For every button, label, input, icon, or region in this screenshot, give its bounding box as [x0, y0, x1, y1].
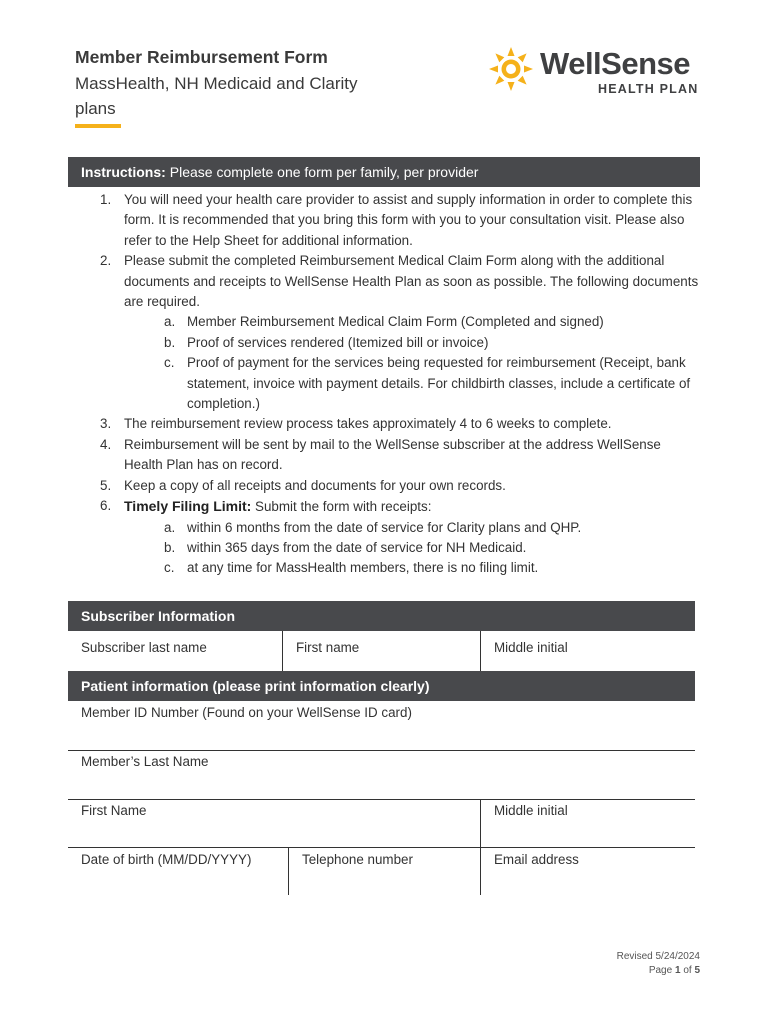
divider: [480, 799, 481, 847]
patient-section-header: Patient information (please print information clearly): [68, 671, 695, 701]
filing-limit-item: b. within 365 days from the date of service for NH Medicaid.: [164, 539, 527, 555]
member-middle-initial-field[interactable]: Middle initial: [494, 803, 568, 818]
instruction-item: 3. The reimbursement review process takes approximately 4 to 6 weeks to complete.: [100, 416, 612, 432]
instruction-item: 6. Timely Filing Limit: Submit the form with receipts:: [100, 498, 432, 515]
member-last-name-field[interactable]: Member’s Last Name: [81, 754, 209, 769]
accent-divider: [75, 124, 121, 128]
timely-filing-label: Timely Filing Limit:: [124, 498, 252, 515]
divider: [282, 631, 283, 671]
document-item: b. Proof of services rendered (Itemized bill or invoice): [164, 334, 489, 350]
divider: [288, 847, 289, 895]
member-id-field[interactable]: Member ID Number (Found on your WellSense ID card): [81, 705, 412, 720]
logo-tagline: HEALTH PLAN: [598, 82, 699, 96]
divider: [480, 847, 481, 895]
member-first-name-field[interactable]: First Name: [81, 803, 147, 818]
subscriber-first-name-field[interactable]: First name: [296, 640, 360, 655]
email-field[interactable]: Email address: [494, 852, 579, 867]
subscriber-last-name-field[interactable]: Subscriber last name: [81, 640, 207, 655]
page-total: 5: [694, 965, 700, 976]
document-item: c. Proof of payment for the services being requested for reimbursement (Receipt, bank statement, invoice with payment details. For childbirth classes, include a certificate of completion.): [164, 355, 691, 412]
telephone-field[interactable]: Telephone number: [302, 852, 413, 867]
divider: [480, 631, 481, 671]
logo-wordmark: WellSense: [540, 46, 691, 81]
sun-icon: [488, 46, 534, 92]
page-indicator: Page 1 of 5: [648, 965, 700, 976]
page-number: 1: [674, 965, 681, 976]
document-item: a. Member Reimbursement Medical Claim Form (Completed and signed): [164, 314, 604, 330]
filing-limit-item: c. at any time for MassHealth members, there is no filing limit.: [164, 560, 539, 576]
revision-date: Revised 5/24/2024: [616, 951, 700, 962]
wellsense-logo: [488, 44, 703, 100]
instruction-item: 2. Please submit the completed Reimbursement Medical Claim Form along with the additional documents and receipts to WellSense Health Plan as soon as possible. The following documents are required.: [100, 253, 699, 310]
instruction-item: 5. Keep a copy of all receipts and documents for your own records.: [100, 477, 506, 493]
subscriber-middle-initial-field[interactable]: Middle initial: [494, 640, 568, 655]
form-subtitle: MassHealth, NH Medicaid and Clarity plans: [75, 74, 358, 118]
dob-field[interactable]: Date of birth (MM/DD/YYYY): [81, 852, 252, 867]
instructions-header: [68, 157, 700, 187]
instructions-text: Please complete one form per family, per provider: [169, 164, 479, 180]
filing-limit-item: a. within 6 months from the date of service for Clarity plans and QHP.: [164, 519, 582, 535]
instruction-item: 1. You will need your health care provider to assist and supply information in order to complete this form. It is recommended that you bring this form with you to your consultation visit. Please also refer to the Help Sheet for additional information.: [100, 192, 693, 248]
instructions-label: Instructions:: [81, 164, 166, 180]
instructions-list: [68, 190, 700, 579]
form-title: Member Reimbursement Form: [75, 47, 328, 67]
instruction-item: 4. Reimbursement will be sent by mail to the WellSense subscriber at the address WellSense Health Plan has on record.: [100, 436, 661, 473]
subscriber-section-header: Subscriber Information: [68, 601, 695, 631]
